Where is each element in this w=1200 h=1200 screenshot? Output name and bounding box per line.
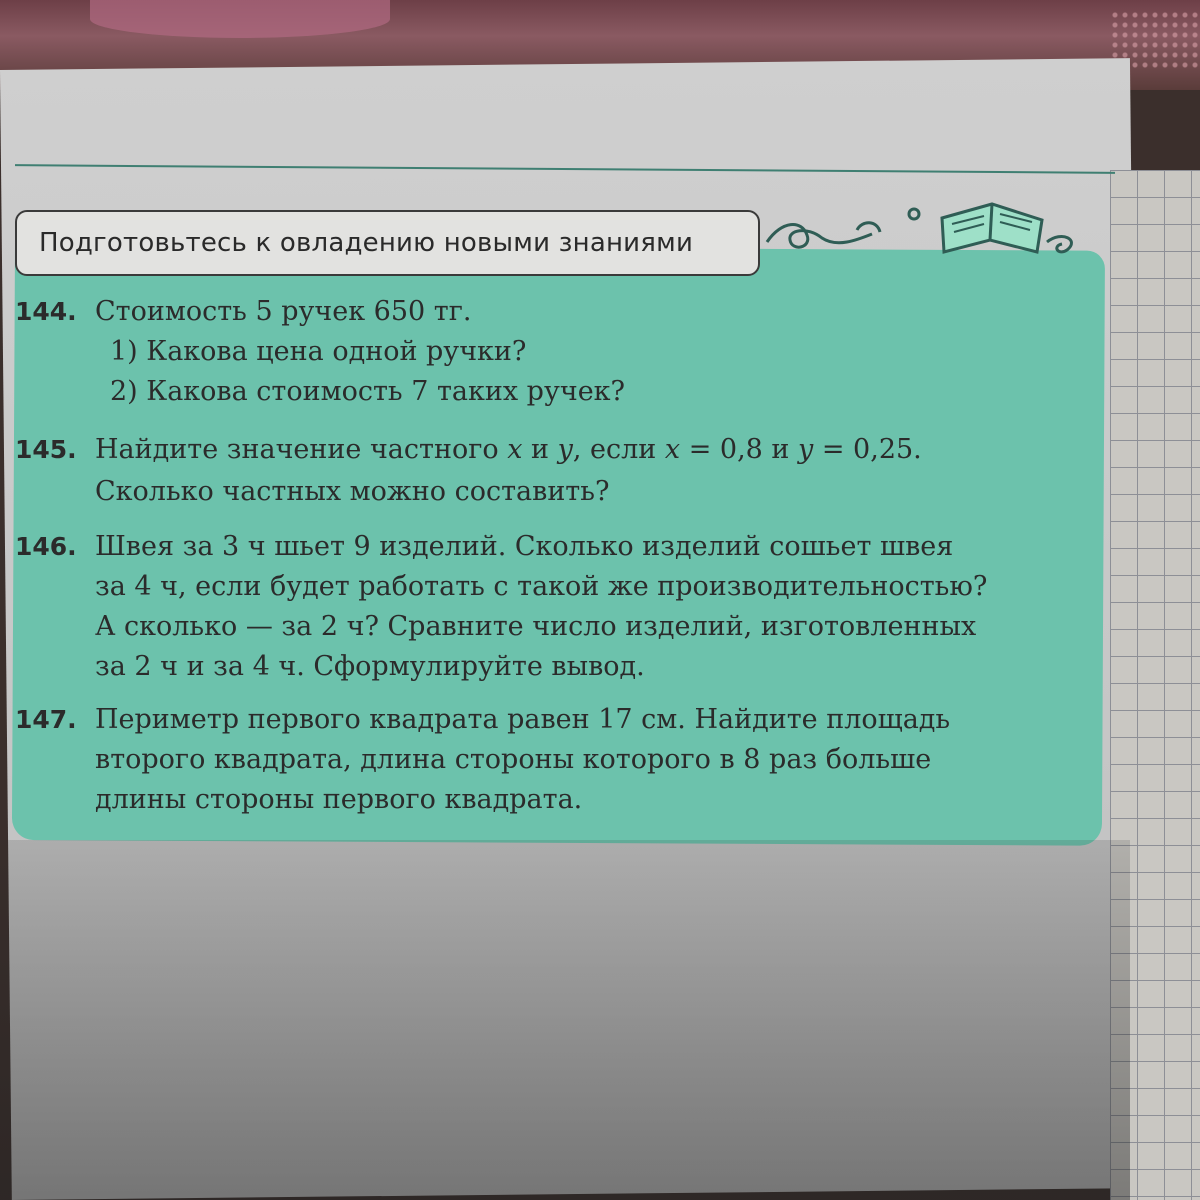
problem-text-line: 2) Какова стоимость 7 таких ручек? bbox=[110, 376, 626, 407]
page-shadow bbox=[0, 840, 1130, 1200]
problem-text-line: Найдите значение частного x и y, если x = 0,8 и y = 0,25. bbox=[95, 434, 922, 465]
problem-number: 144. bbox=[15, 297, 77, 326]
problem-text-line: за 2 ч и за 4 ч. Сформулируйте вывод. bbox=[95, 651, 645, 682]
section-title: Подготовьтесь к овладению новыми знаниями bbox=[39, 228, 694, 258]
problem-text-line: Стоимость 5 ручек 650 тг. bbox=[95, 296, 472, 327]
book-icon bbox=[762, 190, 1082, 270]
problem-text-line: за 4 ч, если будет работать с такой же производительностью? bbox=[95, 571, 988, 602]
problem-text-line: 1) Какова цена одной ручки? bbox=[110, 336, 527, 367]
problem-text-line: Периметр первого квадрата равен 17 см. Найдите площадь bbox=[95, 704, 951, 735]
problem-text-line: Швея за 3 ч шьет 9 изделий. Сколько изделий сошьет швея bbox=[95, 531, 954, 562]
problem-text-line: второго квадрата, длина стороны которого в 8 раз больше bbox=[95, 744, 932, 775]
problem-text-line: А сколько — за 2 ч? Сравните число изделий, изготовленных bbox=[95, 611, 977, 642]
problem-number: 147. bbox=[15, 705, 77, 734]
problem-text-line: длины стороны первого квадрата. bbox=[95, 784, 583, 815]
problem-text-line: Сколько частных можно составить? bbox=[95, 476, 610, 507]
section-header bbox=[15, 210, 760, 276]
problem-number: 146. bbox=[15, 532, 77, 561]
problem-number: 145. bbox=[15, 435, 77, 464]
